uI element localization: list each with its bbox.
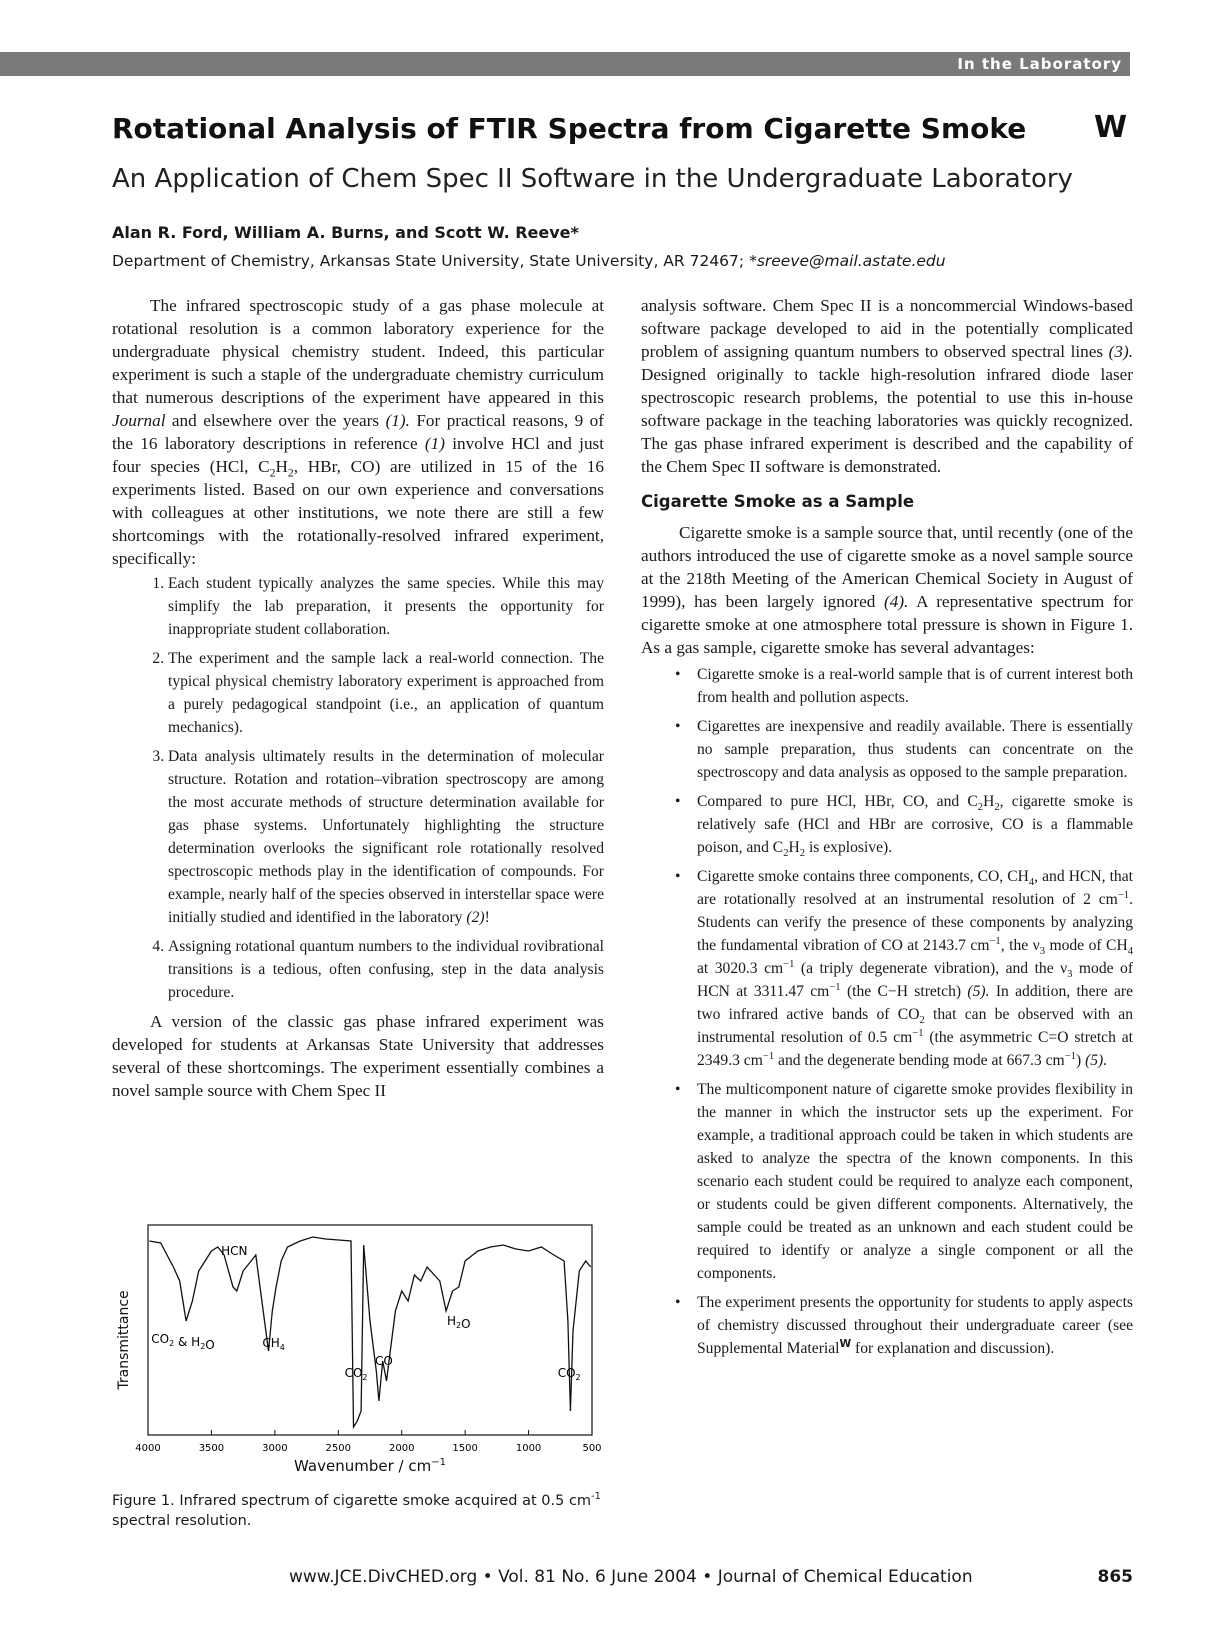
author-email: *sreeve@mail.astate.edu: [749, 252, 946, 270]
top-bar: [0, 52, 1130, 76]
shortcomings-list: [112, 572, 604, 1004]
spectrum-line: [149, 1237, 590, 1427]
affiliation: [112, 252, 946, 270]
x-tick-label: 3500: [198, 1443, 225, 1454]
list-item: • Cigarette smoke is a real-world sample that is of current interest both from health and pollution aspects.: [697, 663, 1133, 709]
peak-annotation: $CO_2$ & $H_2O$: [151, 1332, 215, 1352]
x-tick-label: 2000: [388, 1443, 415, 1454]
advantages-list: [641, 663, 1133, 1360]
page-number: 865: [1097, 1567, 1133, 1587]
peak-annotation: CO: [375, 1354, 393, 1368]
peak-annotation: $CH_4$: [262, 1336, 285, 1352]
list-item: • Cigarette smoke contains three components, CO, $CH_4$, and HCN, that are rotationally resolved at an instrumental resolution of 2 $cm^{-1}$. Students can verify the presence of these components by analyzing the fundamental vibration of CO at 2143.7 $cm^{-1}$, the $\nu_3$ mode of $CH_4$ at 3020.3 $cm^{-1}$ (a triply degenerate vibration), and the $\nu_3$ mode of HCN at 3311.47 $cm^{-1}$ (the C−H stretch) (5). In addition, there are two infrared active bands of $CO_2$ that can be observed with an instrumental resolution of 0.5 $cm^{-1}$ (the asymmetric C=O stretch at 2349.3 $cm^{-1}$ and the degenerate bending mode at 667.3 $cm^{-1}$) (5).: [697, 865, 1133, 1072]
article-subtitle: An Application of Chem Spec II Software in the Undergraduate Laboratory: [112, 164, 1073, 194]
left-column: [112, 294, 604, 1102]
figure-caption: Figure 1. Infrared spectrum of cigarette smoke acquired at 0.5 $cm^{-1}$ spectral resolution.: [112, 1491, 601, 1529]
version-paragraph: A version of the classic gas phase infrared experiment was developed for students at Arkansas State University that addresses several of these shortcomings. The experiment essentially combines a novel sample source with Chem Spec II: [112, 1012, 604, 1100]
plot-frame: [148, 1225, 592, 1435]
x-tick-label: 3000: [262, 1443, 288, 1454]
list-item: 3. Data analysis ultimately results in the determination of molecular structure. Rotation and rotation–vibration spectroscopy are among the most accurate methods of structure determination available for gas phase systems. Unfortunately highlighting the structure determination overlooks the significant role rotationally resolved spectroscopic methods play in the identification of compounds. For example, nearly half of the species observed in interstellar space were initially studied and identified in the laboratory (2)!: [168, 745, 604, 929]
x-tick-label: 1000: [515, 1443, 542, 1454]
section-heading: Cigarette Smoke as a Sample: [641, 492, 915, 511]
affiliation-text: Department of Chemistry, Arkansas State University, State University, AR 72467;: [112, 252, 750, 270]
x-tick-label: 2500: [325, 1443, 352, 1454]
list-item: • Compared to pure HCl, HBr, CO, and $C_2H_2$, cigarette smoke is relatively safe (HCl and HBr are corrosive, CO is a flammable poison, and $C_2H_2$ is explosive).: [697, 790, 1133, 859]
list-item: 4. Assigning rotational quantum numbers to the individual rovibrational transitions is a tedious, often confusing, step in the data analysis procedure.: [168, 935, 604, 1004]
x-tick-label: 500: [582, 1443, 602, 1454]
page-footer: [289, 1567, 1133, 1587]
x-axis-label: Wavenumber / $cm^{-1}$: [294, 1457, 446, 1475]
peak-annotation: HCN: [221, 1244, 248, 1258]
software-paragraph: analysis software. Chem Spec II is a noncommercial Windows-based software package developed to aid in the potentially complicated problem of assigning quantum numbers to observed spectral lines (3). Designed originally to tackle high-resolution infrared diode laser spectroscopic research problems, the potential to use this in-house software package in the teaching laboratories was quickly recognized. The gas phase infrared experiment is described and the capability of the Chem Spec II software is demonstrated.: [641, 296, 1133, 476]
y-axis-label: Transmittance: [116, 1290, 132, 1390]
list-item: • Cigarettes are inexpensive and readily available. There is essentially no sample preparation, thus students can concentrate on the spectroscopy and data analysis as opposed to the sample preparation.: [697, 715, 1133, 784]
section-label: In the Laboratory: [957, 55, 1122, 73]
right-column: [641, 294, 1133, 1366]
intro-paragraph: The infrared spectroscopic study of a gas phase molecule at rotational resolution is a common laboratory experience for the undergraduate physical chemistry student. Indeed, this particular experiment is such a staple of the undergraduate chemistry curriculum that numerous descriptions of the experiment have appeared in this Journal and elsewhere over the years (1). For practical reasons, 9 of the 16 laboratory descriptions in reference (1) involve HCl and just four species (HCl, $C_2H_2$, HBr, CO) are utilized in 15 of the 16 experiments listed. Based on our own experience and conversations with colleagues at other institutions, we note there are still a few shortcomings with the rotationally-resolved infrared experiment, specifically:: [112, 296, 604, 568]
list-item: • The experiment presents the opportunity for students to apply aspects of chemistry discussed throughout their undergraduate career (see Supplemental Material$^W$ for explanation and discussion).: [697, 1291, 1133, 1360]
web-material-mark: W: [1094, 110, 1128, 145]
peak-annotation: $H_2O$: [447, 1314, 471, 1331]
x-tick-label: 1500: [452, 1443, 478, 1454]
article-title: Rotational Analysis of FTIR Spectra from Cigarette Smoke: [112, 112, 1027, 145]
peak-annotation: $CO_2$: [557, 1366, 581, 1382]
list-item: 2. The experiment and the sample lack a real-world connection. The typical physical chemistry laboratory experiment is approached from a purely pedagogical standpoint (i.e., an application of quantum mechanics).: [168, 647, 604, 739]
peak-annotation: $CO_2$: [344, 1366, 368, 1382]
x-tick-label: 4000: [135, 1443, 161, 1454]
footer-journal-info: www.JCE.DivCHED.org • Vol. 81 No. 6 June 2004 • Journal of Chemical Education: [289, 1567, 973, 1587]
authors: Alan R. Ford, William A. Burns, and Scott W. Reeve*: [112, 223, 579, 242]
smoke-paragraph: Cigarette smoke is a sample source that, until recently (one of the authors introduced the use of cigarette smoke as a novel sample source at the 218th Meeting of the American Chemical Society in August of 1999), has been largely ignored (4). A representative spectrum for cigarette smoke at one atmosphere total pressure is shown in Figure 1. As a gas sample, cigarette smoke has several advantages:: [641, 523, 1133, 657]
list-item: 1. Each student typically analyzes the same species. While this may simplify the lab preparation, it presents the opportunity for inappropriate student collaboration.: [168, 572, 604, 641]
figure-1-spectrum: [112, 1225, 602, 1475]
list-item: • The multicomponent nature of cigarette smoke provides flexibility in the manner in which the instructor sets up the experiment. For example, a traditional approach could be taken in which students are asked to analyze the spectra of the known components. In this scenario each student could be required to analyze each component, or students could be given different components. Alternatively, the sample could be treated as an unknown and each student could be required to identify or analyze a single component or all the components.: [697, 1078, 1133, 1285]
spectrum-chart: [112, 1225, 602, 1475]
